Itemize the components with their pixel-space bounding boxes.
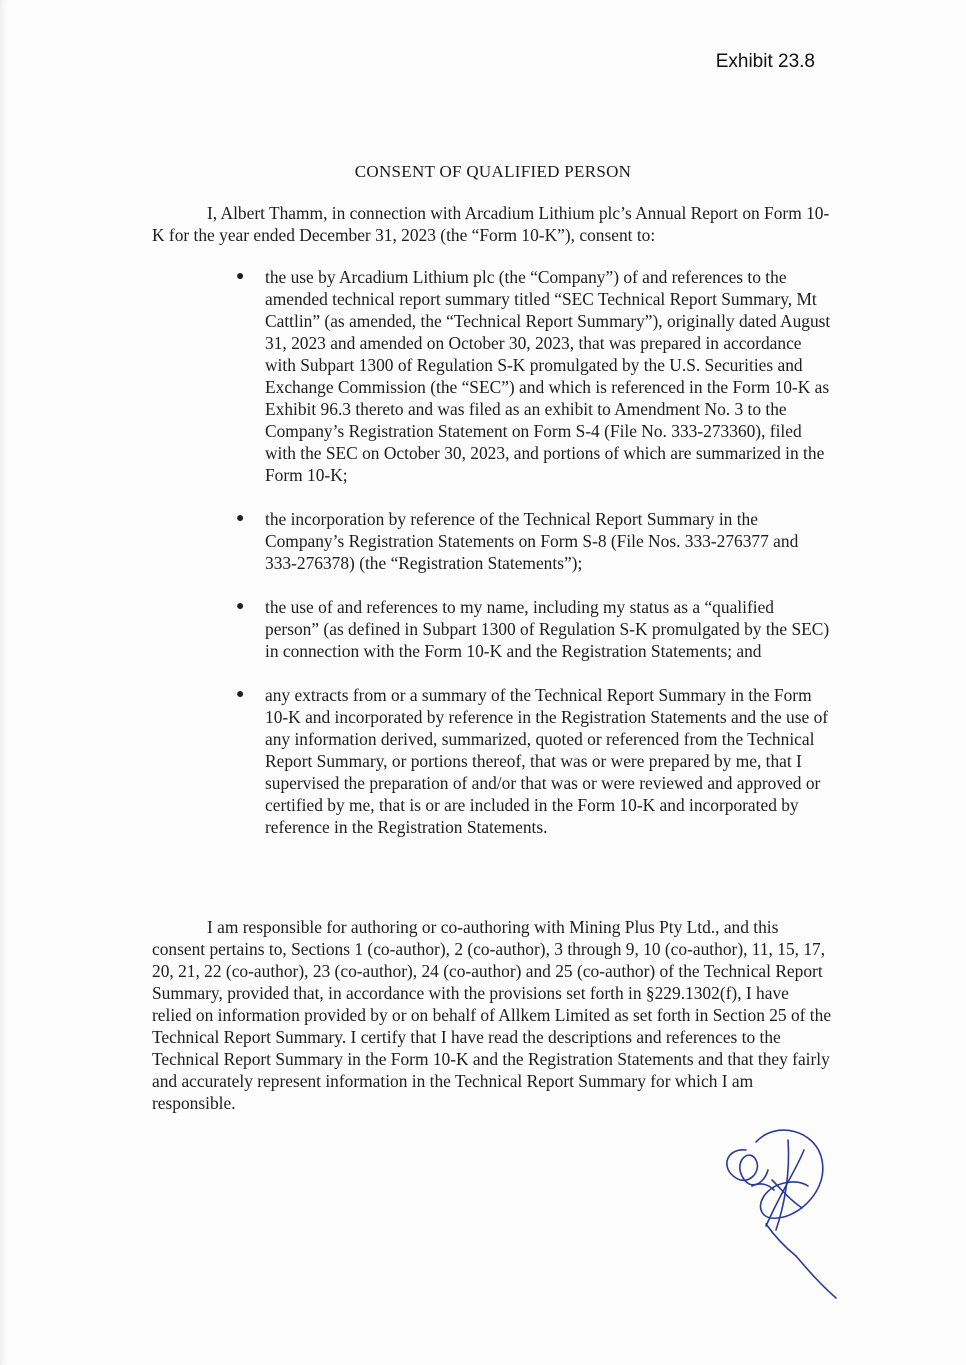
bullet-icon: ● [236, 269, 245, 284]
exhibit-label: Exhibit 23.8 [715, 51, 815, 72]
list-item-text: any extracts from or a summary of the Technical Report Summary in the Form 10-K and incorporated by reference in the Registration Statements and the use of any information derived, summarized, quoted or referenced from the Technical Report Summary, or portions thereof, that was or were prepared by me, that I supervised the preparation of and/or that was or were reviewed and approved or certified by me, that is or are included in the Form 10-K and incorporated by reference in the Registration Statements. [265, 685, 829, 837]
list-item [233, 266, 831, 486]
list-item [233, 596, 831, 662]
list-item [233, 508, 831, 574]
bullet-icon: ● [236, 687, 245, 702]
document-title: CONSENT OF QUALIFIED PERSON [354, 162, 632, 181]
signature-graphic [716, 1120, 842, 1305]
intro-paragraph: I, Albert Thamm, in connection with Arcadium Lithium plc’s Annual Report on Form 10-K for the year ended December 31, 2023 (the “Form 10-K”), consent to: [152, 203, 830, 245]
consent-list [233, 266, 831, 860]
list-item-text: the incorporation by reference of the Technical Report Summary in the Company’s Registration Statements on Form S-8 (File Nos. 333-276377 and 333-276378) (the “Registration Statements”); [265, 509, 799, 573]
bullet-icon: ● [236, 511, 245, 526]
list-item-text: the use by Arcadium Lithium plc (the “Company”) of and references to the amended technical report summary titled “SEC Technical Report Summary, Mt Cattlin” (as amended, the “Technical Report Summary”), originally dated August 31, 2023 and amended on October 30, 2023, that was prepared in accordance with Subpart 1300 of Regulation S-K promulgated by the U.S. Securities and Exchange Commission (the “SEC”) and which is referenced in the Form 10-K as Exhibit 96.3 thereto and was filed as an exhibit to Amendment No. 3 to the Company’s Registration Statement on Form S-4 (File No. 333-273360), filed with the SEC on October 30, 2023, and portions of which are summarized in the Form 10-K; [265, 267, 831, 485]
bullet-icon: ● [236, 599, 245, 614]
list-item-text: the use of and references to my name, including my status as a “qualified person” (as defined in Subpart 1300 of Regulation S-K promulgated by the SEC) in connection with the Form 10-K and the Registration Statements; and [265, 597, 830, 661]
closing-paragraph: I am responsible for authoring or co-authoring with Mining Plus Pty Ltd., and this consent pertains to, Sections 1 (co-author), 2 (co-author), 3 through 9, 10 (co-author), 11, 15, 17, 20, 21, 22 (co-author), 23 (co-author), 24 (co-author) and 25 (co-author) of the Technical Report Summary, provided that, in accordance with the provisions set forth in §229.1302(f), I have relied on information provided by or on behalf of Allkem Limited as set forth in Section 25 of the Technical Report Summary. I certify that I have read the descriptions and references to the Technical Report Summary in the Form 10-K and the Registration Statements and that they fairly and accurately represent information in the Technical Report Summary for which I am responsible. [152, 917, 832, 1113]
list-item [233, 684, 831, 838]
